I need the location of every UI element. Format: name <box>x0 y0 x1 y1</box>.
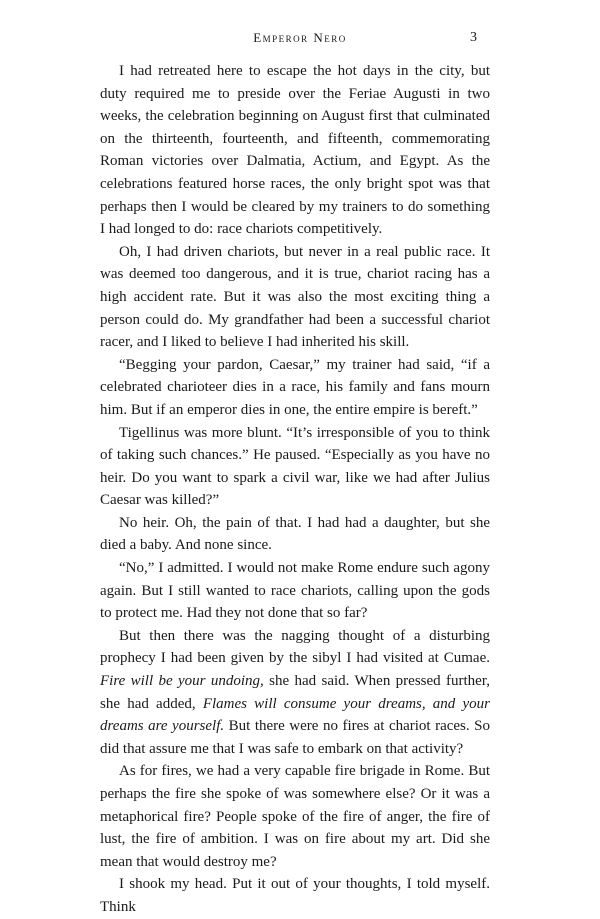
paragraph-text: I had retreated here to escape the hot days in the city, but duty required me to preside over the Feriae Augusti in two weeks, the celebration beginning on August first that culminated on the thirteenth, fourteenth, and fifteenth, commemorating Roman victories over Dalmatia, Actium, and Egypt. As the celebrations featured horse races, the only bright spot was that perhaps then I would be cleared by my trainers to do something I had longed to do: race chariots competitively. <box>100 63 490 238</box>
paragraph <box>100 354 490 422</box>
running-head-title: Emperor Nero <box>253 30 347 45</box>
paragraph <box>100 60 490 241</box>
paragraph <box>100 625 490 761</box>
paragraph-text: “No,” I admitted. I would not make Rome endure such agony again. But I still wanted to race chariots, calling upon the gods to protect me. Had they not done that so far? <box>100 560 490 622</box>
paragraph <box>100 512 490 557</box>
paragraph <box>100 760 490 873</box>
paragraph <box>100 557 490 625</box>
paragraph-text: But there were no fires at chariot races. So did that assure me that I was safe to embark on that activity? <box>100 718 490 757</box>
paragraph-text: she had said. When pressed further, she had added, <box>100 673 490 712</box>
paragraph <box>100 422 490 512</box>
paragraph <box>100 241 490 354</box>
paragraph-text: Oh, I had driven chariots, but never in a real public race. It was deemed too dangerous, and it is true, chariot racing has a high accident rate. But it was also the most exciting thing a person could do. My grandfather had been a successful chariot racer, and I liked to believe I had inherited his skill. <box>100 243 490 351</box>
paragraph <box>100 873 490 918</box>
paragraph-text: But then there was the nagging thought of a disturbing prophecy I had been given by the sibyl I had visited at Cumae. <box>100 627 490 667</box>
paragraph-text: “Begging your pardon, Caesar,” my trainer had said, “if a celebrated charioteer dies in a race, his family and fans mourn him. But if an emperor dies in one, the entire empire is bereft.” <box>100 356 490 418</box>
prophecy-italic: Flames will consume your dreams, and your dreams are yourself. <box>100 695 490 735</box>
paragraph-text: I shook my head. Put it out of your thoughts, I told myself. Think <box>100 876 490 915</box>
paragraph-text: No heir. Oh, the pain of that. I had had a daughter, but she died a baby. And none since. <box>100 514 490 554</box>
paragraph-text: As for fires, we had a very capable fire brigade in Rome. But perhaps the fire she spoke of was somewhere else? Or it was a metaphorical fire? People spoke of the fire of anger, the fire of lust, the fire of ambition. I was on fire about my art. Did she mean that would destroy me? <box>100 763 490 870</box>
prophecy-italic: Fire will be your undoing, <box>100 673 264 690</box>
body-text <box>100 60 490 919</box>
paragraph-text: Tigellinus was more blunt. “It’s irresponsible of you to think of taking such chances.” He paused. “Especially as you have no heir. Do you want to spark a civil war, like we had after Julius Caesar was killed?” <box>100 424 490 509</box>
page-number: 3 <box>470 30 477 45</box>
